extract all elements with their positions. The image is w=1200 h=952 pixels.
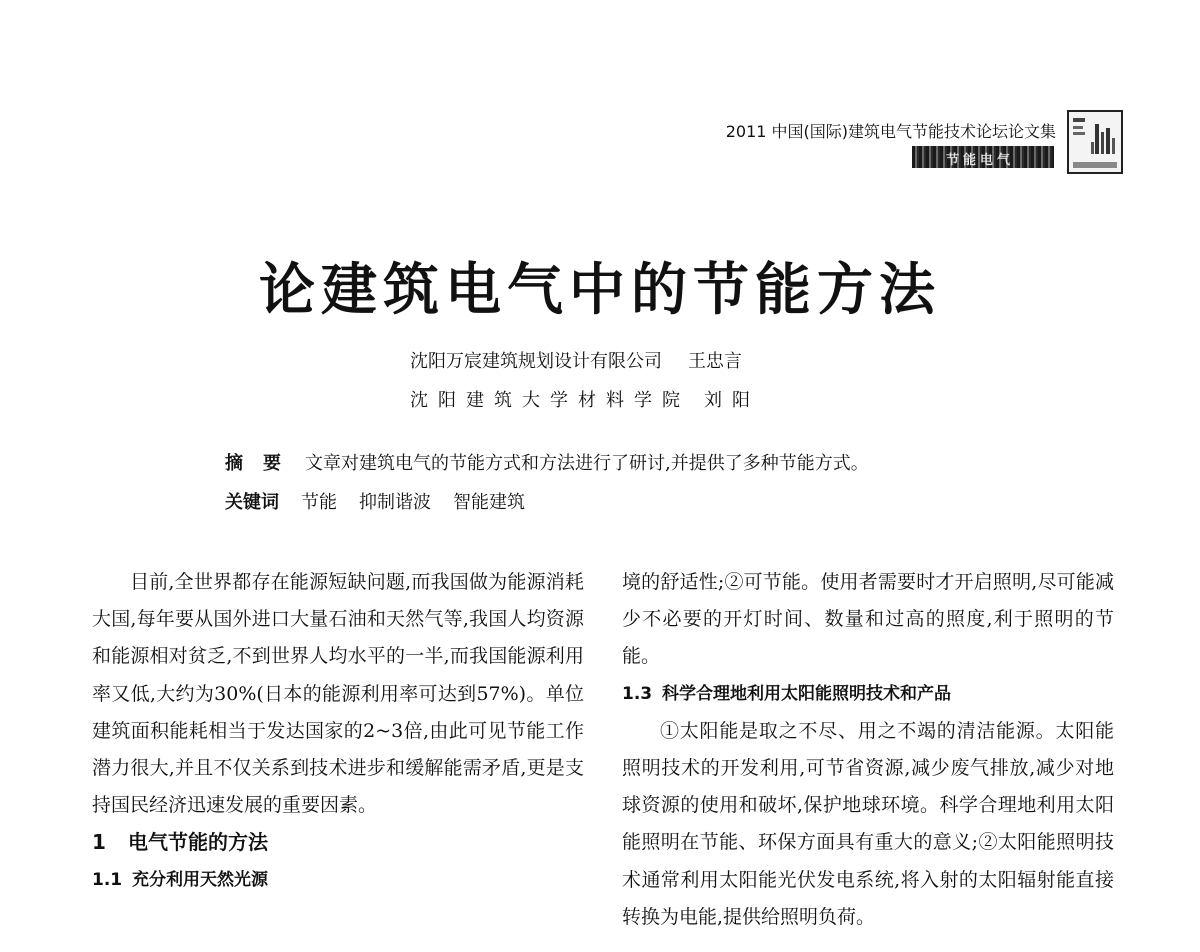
keyword: 抑制谐波: [359, 492, 431, 513]
abstract-text: 文章对建筑电气的节能方式和方法进行了研讨,并提供了多种节能方式。: [305, 453, 869, 474]
keyword: 节能: [301, 492, 337, 513]
subsection-number: 1.3: [622, 683, 653, 704]
subsection-number: 1.1: [92, 869, 123, 890]
keywords-label: 关键词: [225, 492, 279, 513]
subsection-heading: [622, 676, 1114, 713]
intro-paragraph: 目前,全世界都存在能源短缺问题,而我国做为能源消耗大国,每年要从国外进口大量石油和天然气等,我国人均资源和能源相对贫乏,不到世界人均水平的一半,而我国能源利用率又低,大约为30%(日本的能源利用率可达到57%)。单位建筑面积能耗相当于发达国家的2~3倍,由此可见节能工作潜力很大,并且不仅关系到技术进步和缓解能需矛盾,更是支持国民经济迅速发展的重要因素。: [92, 571, 584, 817]
paper-title: 论建筑电气中的节能方法: [259, 258, 941, 323]
abstract-label: 摘要: [225, 453, 301, 474]
keyword: 智能建筑: [453, 492, 525, 513]
subsection-title: 充分利用天然光源: [132, 869, 268, 890]
author-affiliation: 沈阳万宸建筑规划设计有限公司: [410, 351, 662, 372]
series-banner-text: 节能电气: [946, 153, 1015, 168]
subsection-title: 科学合理地利用太阳能照明技术和产品: [662, 683, 951, 704]
author-name: 王忠言: [688, 351, 742, 372]
author-line-1: [410, 347, 742, 373]
subsection-heading: [92, 862, 584, 899]
book-cover-icon: [1067, 110, 1123, 174]
author-name: 刘阳: [704, 390, 760, 411]
body-paragraph: ①太阳能是取之不尽、用之不竭的清洁能源。太阳能照明技术的开发利用,可节省资源,减少废气排放,减少对地球资源的使用和破坏,保护地球环境。科学合理地利用太阳能照明在节能、环保方面具有重大的意义;②太阳能照明技术通常利用太阳能光伏发电系统,将入射的太阳辐射能直接转换为电能,提供给照明负荷。: [622, 719, 1114, 928]
author-affiliation: 沈阳建筑大学材料学院: [410, 390, 690, 411]
abstract: [225, 449, 869, 475]
section-number: 1: [92, 830, 106, 855]
series-title: 2011 中国(国际)建筑电气节能技术论坛论文集: [725, 122, 1056, 141]
keywords: [225, 488, 547, 514]
author-line-2: [410, 386, 760, 412]
left-column: [92, 564, 584, 899]
series-banner: [912, 146, 1054, 168]
right-column: [622, 564, 1114, 936]
section-heading: [92, 824, 584, 861]
continuation-paragraph: 境的舒适性;②可节能。使用者需要时才开启照明,尽可能减少不必要的开灯时间、数量和过高的照度,利于照明的节能。: [622, 571, 1114, 668]
section-title: 电气节能的方法: [128, 830, 268, 855]
